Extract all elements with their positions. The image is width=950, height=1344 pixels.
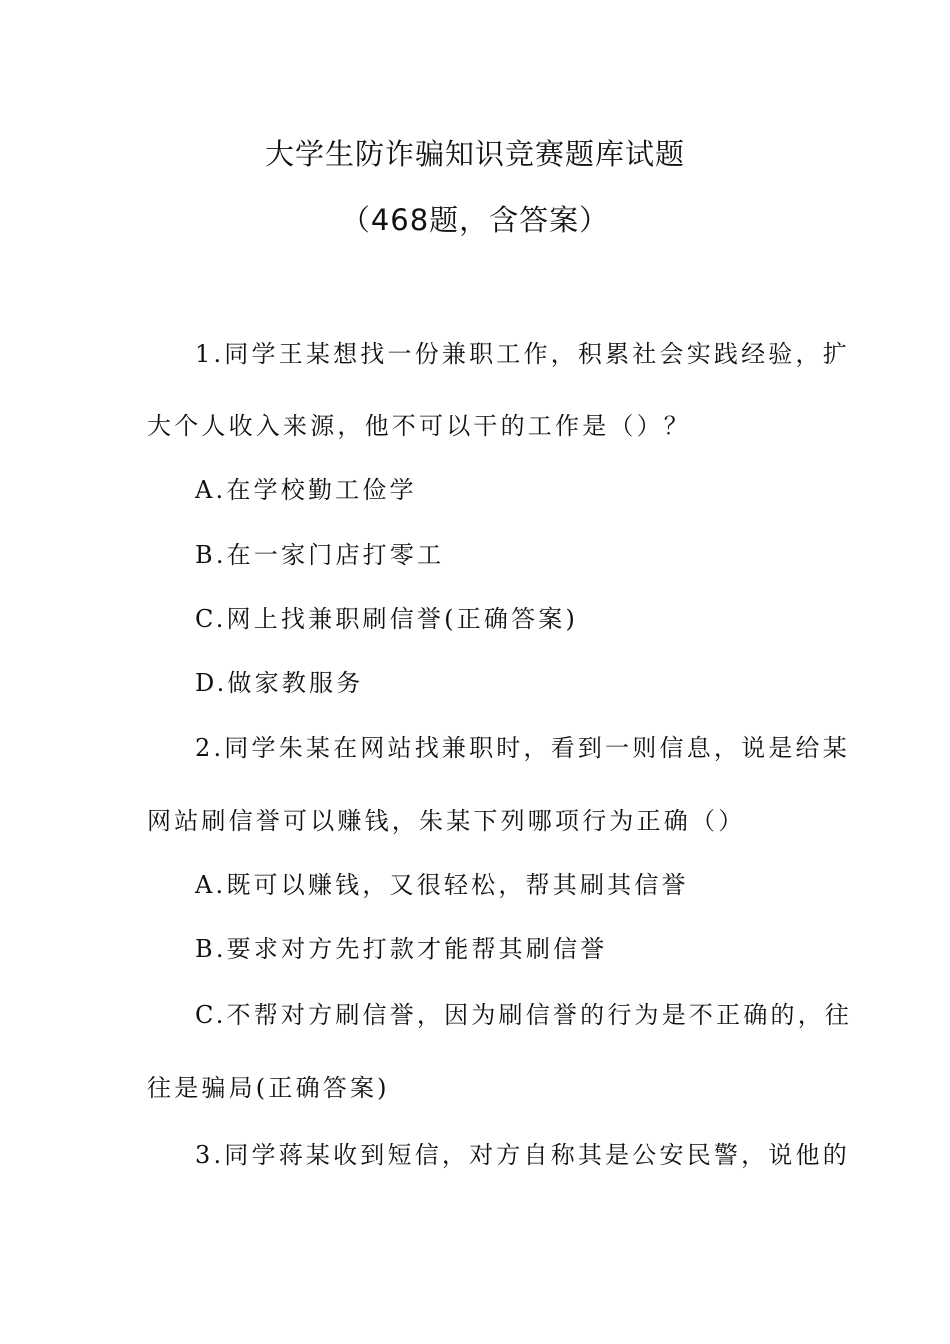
question-1-option-b: B.在一家门店打零工	[195, 541, 445, 569]
question-2-option-c-line-2: 往是骗局(正确答案)	[147, 1074, 390, 1102]
question-1-stem-line-1: 1.同学王某想找一份兼职工作，积累社会实践经验，扩	[195, 340, 850, 368]
question-2-stem-line-2: 网站刷信誉可以赚钱，朱某下列哪项行为正确（）	[147, 807, 746, 835]
question-1-stem-line-2: 大个人收入来源，他不可以干的工作是（）？	[147, 412, 691, 440]
question-1-option-c: C.网上找兼职刷信誉(正确答案)	[195, 605, 579, 633]
question-2-stem-line-1: 2.同学朱某在网站找兼职时，看到一则信息，说是给某	[195, 734, 850, 762]
document-subtitle: （468题，含答案）	[340, 203, 610, 237]
question-1-option-d: D.做家教服务	[195, 669, 364, 697]
question-3-stem-line-1: 3.同学蒋某收到短信，对方自称其是公安民警，说他的	[195, 1141, 850, 1169]
question-2-option-a: A.既可以赚钱，又很轻松，帮其刷其信誉	[195, 871, 689, 899]
question-2-option-b: B.要求对方先打款才能帮其刷信誉	[195, 935, 608, 963]
question-2-option-c-line-1: C.不帮对方刷信誉，因为刷信誉的行为是不正确的，往	[195, 1001, 853, 1029]
question-1-option-a: A.在学校勤工俭学	[195, 476, 417, 504]
document-title: 大学生防诈骗知识竞赛题库试题	[264, 137, 685, 171]
